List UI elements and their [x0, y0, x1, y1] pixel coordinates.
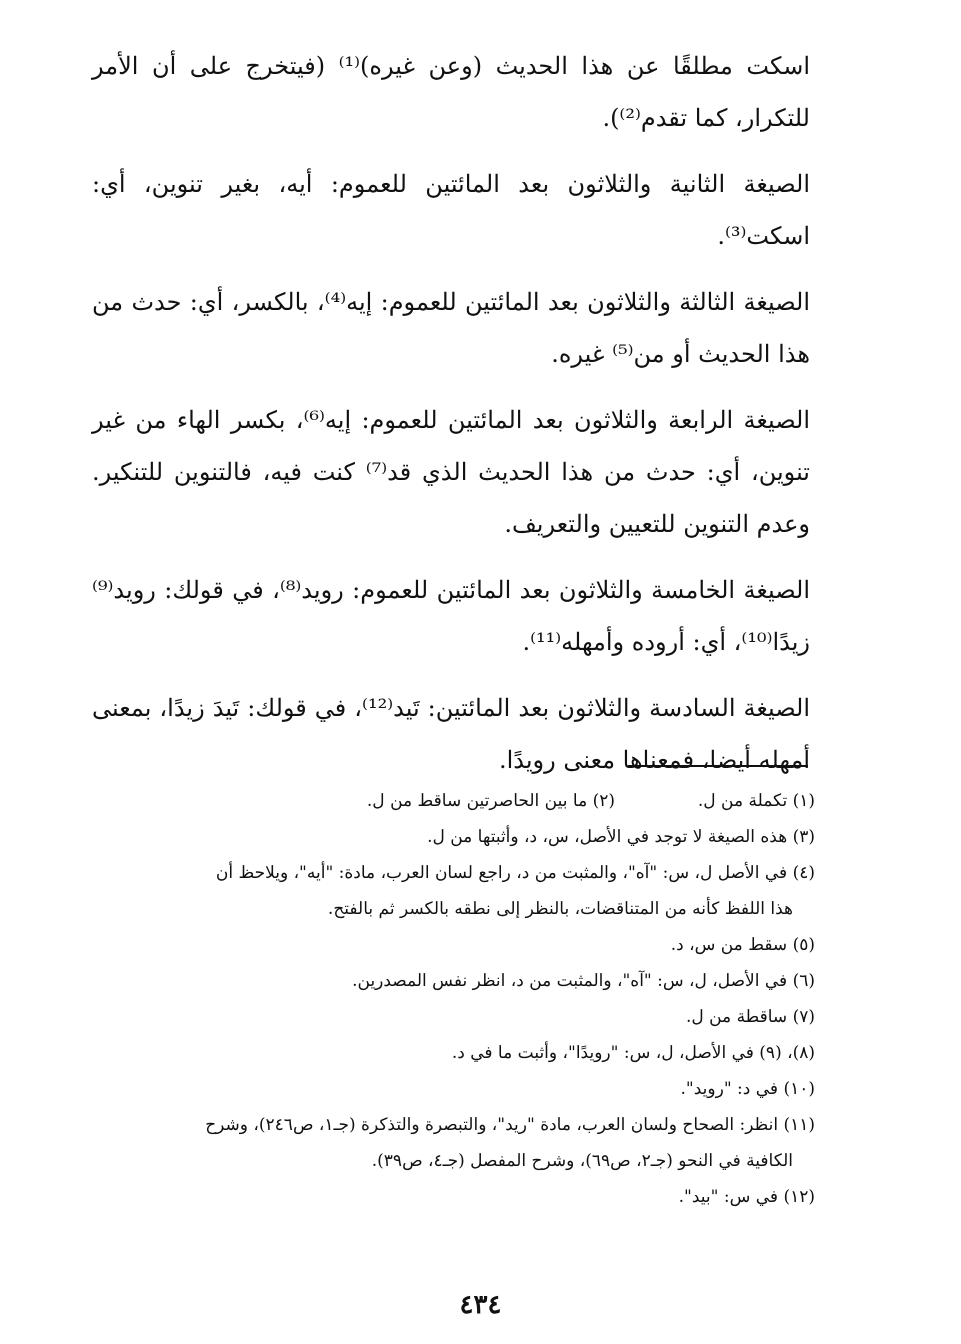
- footnote: (٤) في الأصل ل، س: "آه"، والمثبت من د، راجع لسان العرب، مادة: "أيه"، ويلاحظ أن: [215, 863, 815, 883]
- footnote: (٥) سقط من س، د.: [670, 935, 815, 955]
- footnote: (١٠) في د: "رويد".: [680, 1079, 815, 1099]
- footnotes: [100, 783, 815, 1215]
- footnote: (٢) ما بين الحاصرتين ساقط من ل.: [366, 791, 615, 811]
- main-text: [92, 40, 810, 800]
- paragraph: الصيغة الثالثة والثلاثون بعد المائتين للعموم: إيه⁽⁴⁾، بالكسر، أي: حدث من هذا الحديث أو من⁽⁵⁾ غيره.: [92, 288, 810, 368]
- paragraph: اسكت مطلقًا عن هذا الحديث (وعن غيره)⁽¹⁾ (فيتخرج على أن الأمر للتكرار، كما تقدم⁽²⁾).: [92, 52, 810, 132]
- footnote-divider: [628, 765, 808, 767]
- footnote: (٧) ساقطة من ل.: [685, 1007, 815, 1027]
- footnote-row: [100, 783, 815, 819]
- paragraph: الصيغة الرابعة والثلاثون بعد المائتين للعموم: إيه⁽⁶⁾، بكسر الهاء من غير تنوين، أي: حدث من هذا الحديث الذي قد⁽⁷⁾ كنت فيه، فالتنوين للتنكير. وعدم التنوين للتعيين والتعريف.: [92, 406, 810, 538]
- paragraph: الصيغة الخامسة والثلاثون بعد المائتين للعموم: رويد⁽⁸⁾، في قولك: رويد⁽⁹⁾ زيدًا⁽¹⁰⁾، أي: أروده وأمهله⁽¹¹⁾.: [92, 576, 811, 656]
- footnote: (١) تكملة من ل.: [697, 791, 815, 811]
- footnote-continuation: هذا اللفظ كأنه من المتناقضات، بالنظر إلى نطقه بالكسر ثم بالفتح.: [327, 899, 793, 919]
- page-number: ٤٣٤: [459, 1290, 502, 1320]
- footnote: (٦) في الأصل، ل، س: "آه"، والمثبت من د، انظر نفس المصدرين.: [352, 971, 815, 991]
- paragraph: الصيغة الثانية والثلاثون بعد المائتين للعموم: أيه، بغير تنوين، أي: اسكت⁽³⁾.: [92, 170, 810, 250]
- footnote: (١١) انظر: الصحاح ولسان العرب، مادة "ريد"، والتبصرة والتذكرة (جـ١، ص٢٤٦)، وشرح: [205, 1115, 815, 1135]
- footnote: (١٢) في س: "بيد".: [678, 1187, 815, 1207]
- footnote: (٣) هذه الصيغة لا توجد في الأصل، س، د، وأثبتها من ل.: [427, 827, 815, 847]
- footnote: (٨)، (٩) في الأصل، ل، س: "رويدًا"، وأثبت ما في د.: [451, 1043, 815, 1063]
- paragraph: الصيغة السادسة والثلاثون بعد المائتين: تَيد⁽¹²⁾، في قولك: تَيدَ زيدًا، بمعنى أمهله أيضا، فمعناها معنى رويدًا.: [92, 694, 810, 774]
- footnote-continuation: الكافية في النحو (جـ٢، ص٦٩)، وشرح المفصل (جـ٤، ص٣٩).: [371, 1151, 793, 1171]
